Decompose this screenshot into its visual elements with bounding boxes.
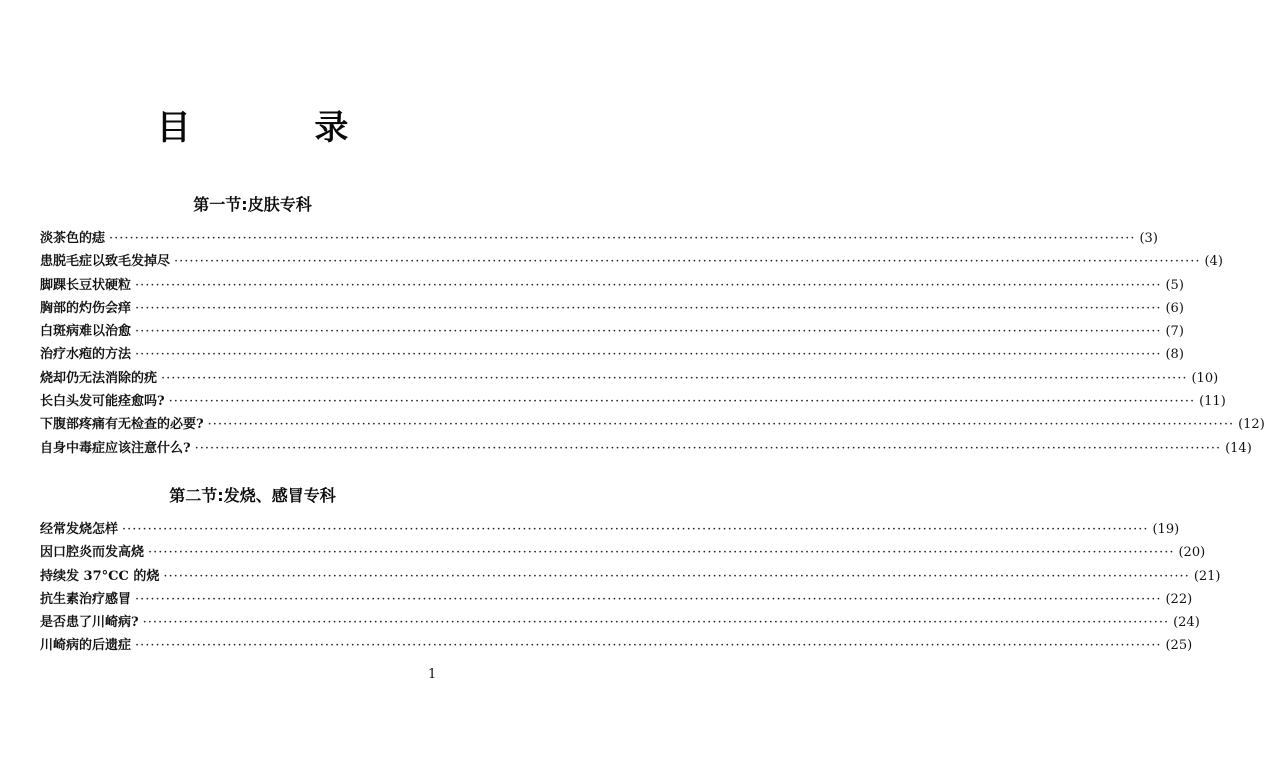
- toc-entry-title: 经常发烧怎样: [40, 522, 119, 537]
- toc-leader-dots: ········································································································································································································: [122, 522, 1149, 537]
- toc-leader-dots: ········································································································································································································: [207, 417, 1235, 433]
- toc-entry: [40, 588, 1193, 611]
- toc-entry-page: (5): [1165, 277, 1184, 293]
- toc-entry-page: (6): [1165, 300, 1184, 316]
- toc-entry-page: (24): [1173, 615, 1200, 631]
- toc-entry: [40, 320, 1184, 343]
- toc-entry-page: (4): [1204, 254, 1223, 270]
- toc-entry: [40, 250, 1223, 273]
- toc-entry-page: (21): [1193, 568, 1221, 584]
- toc-entry-title: 烧却仍无法消除的疣: [40, 370, 158, 386]
- toc-entry: [40, 565, 1221, 588]
- toc-entry: [40, 227, 1158, 250]
- toc-entry-page: (19): [1152, 522, 1180, 537]
- toc-entry-title: 因口腔炎而发高烧: [40, 545, 145, 561]
- toc-entry-title: 淡茶色的痣: [40, 231, 106, 246]
- toc-entry-title: 治疗水疱的方法: [40, 347, 132, 363]
- toc-entry-page: (20): [1178, 545, 1206, 561]
- toc-entry: [40, 390, 1226, 413]
- toc-entry-title: 是否患了川崎病?: [40, 615, 139, 631]
- toc-leader-dots: ········································································································································································································: [135, 591, 1162, 607]
- toc-entry: [40, 274, 1184, 297]
- toc-entry-page: (10): [1191, 370, 1219, 386]
- toc-entry-title: 脚踝长豆状硬粒: [40, 277, 132, 293]
- toc-leader-dots: ········································································································································································································: [135, 638, 1162, 654]
- toc-list-skin: [40, 227, 1265, 460]
- toc-entry-title: 患脱毛症以致毛发掉尽: [40, 254, 171, 270]
- page-number: 1: [428, 667, 437, 682]
- toc-entry-page: (22): [1165, 591, 1193, 607]
- toc-entry-title: 胸部的灼伤会痒: [40, 300, 132, 316]
- toc-leader-dots: ········································································································································································································: [148, 545, 1175, 561]
- toc-entry-title: 抗生素治疗感冒: [40, 591, 132, 607]
- page-title: 目 录: [156, 108, 405, 148]
- toc-leader-dots: ········································································································································································································: [174, 254, 1201, 270]
- toc-entry: [40, 437, 1252, 460]
- toc-entry: [40, 297, 1184, 320]
- toc-entry-page: (7): [1165, 324, 1184, 340]
- toc-entry-page: (8): [1165, 347, 1184, 363]
- toc-leader-dots: ········································································································································································································: [163, 568, 1190, 584]
- toc-entry-title: 自身中毒症应该注意什么?: [40, 440, 191, 456]
- toc-leader-dots: ········································································································································································································: [135, 277, 1162, 293]
- toc-leader-dots: ········································································································································································································: [135, 324, 1162, 340]
- toc-entry: [40, 413, 1265, 436]
- toc-entry: [40, 634, 1193, 657]
- toc-entry: [40, 367, 1219, 390]
- toc-entry-title: 白斑病难以治愈: [40, 324, 132, 340]
- toc-entry: [40, 518, 1180, 541]
- toc-entry: [40, 343, 1184, 366]
- toc-entry-page: (12): [1238, 417, 1265, 433]
- toc-leader-dots: ········································································································································································································: [168, 394, 1196, 410]
- section-heading-fever: 第二节:发烧、感冒专科: [169, 486, 336, 505]
- toc-entry-title: 长白头发可能痊愈吗?: [40, 394, 165, 410]
- toc-leader-dots: ········································································································································································································: [194, 440, 1222, 456]
- section-heading-skin: 第一节:皮肤专科: [193, 195, 312, 214]
- toc-leader-dots: ········································································································································································································: [109, 231, 1136, 246]
- toc-leader-dots: ········································································································································································································: [161, 370, 1188, 386]
- toc-entry-page: (11): [1199, 394, 1226, 410]
- toc-leader-dots: ········································································································································································································: [135, 300, 1162, 316]
- toc-entry-page: (14): [1225, 440, 1252, 456]
- toc-entry: [40, 611, 1200, 634]
- toc-entry-title: 下腹部疼痛有无检查的必要?: [40, 417, 204, 433]
- toc-entry-page: (3): [1139, 231, 1158, 246]
- toc-leader-dots: ········································································································································································································: [142, 615, 1170, 631]
- toc-leader-dots: ········································································································································································································: [135, 347, 1162, 363]
- toc-entry-title: 川崎病的后遗症: [40, 638, 132, 654]
- toc-entry: [40, 541, 1206, 564]
- toc-entry-page: (25): [1165, 638, 1193, 654]
- toc-list-fever: [40, 518, 1221, 658]
- toc-entry-title: 持续发 37°CC 的烧: [40, 568, 160, 584]
